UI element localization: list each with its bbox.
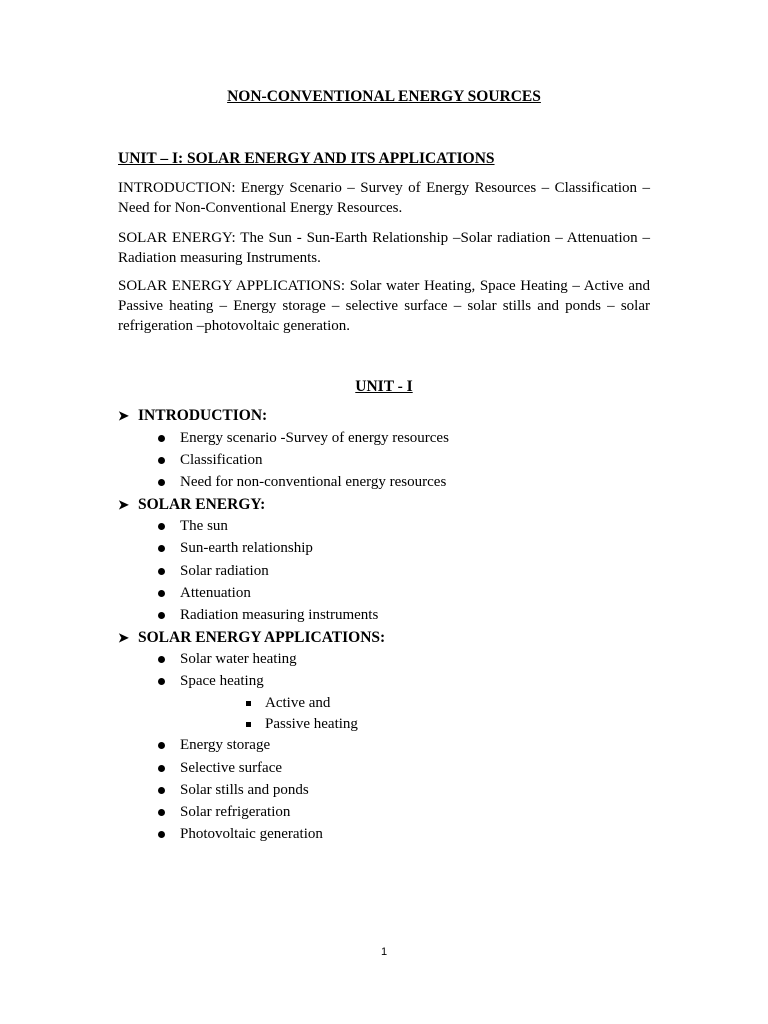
- list-item-text: Space heating: [180, 673, 264, 690]
- section-solar-applications: [118, 627, 678, 846]
- bullet-dot-icon: [158, 742, 165, 749]
- list-item-text: Solar water heating: [180, 651, 297, 668]
- arrowhead-bullet-icon: ➤: [118, 496, 129, 512]
- bullet-dot-icon: [158, 787, 165, 794]
- bullet-dot-icon: [158, 765, 165, 772]
- list-item-text: Solar stills and ponds: [180, 781, 309, 798]
- bullet-dot-icon: [158, 678, 165, 685]
- section-list: [118, 516, 678, 627]
- section-list: [118, 427, 678, 494]
- section-heading: [118, 405, 678, 427]
- bullet-dot-icon: [158, 457, 165, 464]
- page-number: 1: [380, 946, 388, 958]
- unit-outline: [118, 405, 678, 846]
- bullet-dot-icon: [158, 612, 165, 619]
- unit-heading: UNIT – I: SOLAR ENERGY AND ITS APPLICATIONS: [118, 150, 495, 167]
- list-item: [118, 735, 678, 757]
- list-item-text: Photovoltaic generation: [180, 826, 323, 843]
- bullet-dot-icon: [158, 809, 165, 816]
- list-item: [118, 604, 678, 626]
- sub-list-item: [118, 693, 678, 714]
- section-heading-text: SOLAR ENERGY APPLICATIONS:: [138, 628, 386, 646]
- list-item: [118, 671, 678, 693]
- bullet-dot-icon: [158, 479, 165, 486]
- list-item: [118, 779, 678, 801]
- list-item-text: Need for non-conventional energy resources: [180, 473, 447, 490]
- list-item: [118, 582, 678, 604]
- list-item: [118, 516, 678, 538]
- square-bullet-icon: [246, 701, 251, 706]
- list-item: [118, 824, 678, 846]
- arrowhead-bullet-icon: ➤: [118, 408, 129, 423]
- list-item: [118, 757, 678, 779]
- list-item: [118, 538, 678, 560]
- list-item-text: Radiation measuring instruments: [180, 606, 379, 623]
- list-item-text: Classification: [180, 451, 263, 468]
- list-item-text: Solar refrigeration: [180, 804, 291, 821]
- bullet-dot-icon: [158, 568, 165, 575]
- bullet-dot-icon: [158, 545, 165, 552]
- bullet-dot-icon: [158, 523, 165, 530]
- section-heading: [118, 494, 678, 516]
- list-item-text: Energy storage: [180, 737, 271, 754]
- sub-list-item-text: Passive heating: [265, 715, 358, 732]
- list-item: [118, 427, 678, 449]
- list-item: [118, 801, 678, 823]
- list-item-text: Sun-earth relationship: [180, 540, 313, 557]
- section-solar-energy: [118, 494, 678, 627]
- unit-label: UNIT - I: [355, 378, 413, 395]
- bullet-dot-icon: [158, 590, 165, 597]
- paragraph-solar-energy: SOLAR ENERGY: The Sun - Sun-Earth Relationship –Solar radiation – Attenuation –Radiation measuring Instruments.: [118, 230, 650, 266]
- section-list-continued: [118, 735, 678, 846]
- section-list: [118, 649, 678, 693]
- list-item: [118, 449, 678, 471]
- list-item-text: Solar radiation: [180, 562, 269, 579]
- section-heading-text: SOLAR ENERGY:: [138, 495, 266, 513]
- section-introduction: [118, 405, 678, 494]
- list-item-text: Energy scenario -Survey of energy resources: [180, 429, 449, 446]
- document-title: NON-CONVENTIONAL ENERGY SOURCES: [227, 88, 541, 105]
- list-item: [118, 471, 678, 493]
- sub-list-item: [118, 714, 678, 735]
- bullet-dot-icon: [158, 435, 165, 442]
- list-item-text: The sun: [180, 518, 228, 535]
- list-item: [118, 560, 678, 582]
- section-heading: [118, 627, 678, 649]
- sub-list: [118, 693, 678, 735]
- sub-list-item-text: Active and: [265, 694, 331, 711]
- arrowhead-bullet-icon: ➤: [118, 629, 129, 645]
- square-bullet-icon: [246, 722, 251, 727]
- paragraph-introduction: INTRODUCTION: Energy Scenario – Survey of Energy Resources – Classification – Need for Non-Conventional Energy Resources.: [118, 180, 650, 216]
- list-item: [118, 649, 678, 671]
- list-item-text: Attenuation: [180, 584, 251, 601]
- section-heading-text: INTRODUCTION:: [138, 407, 268, 424]
- bullet-dot-icon: [158, 831, 165, 838]
- bullet-dot-icon: [158, 656, 165, 663]
- paragraph-solar-applications: SOLAR ENERGY APPLICATIONS: Solar water Heating, Space Heating – Active and Passive heating – Energy storage – selective surface – solar stills and ponds – solar refrigeration –photovoltaic generation.: [118, 278, 650, 334]
- list-item-text: Selective surface: [180, 759, 283, 776]
